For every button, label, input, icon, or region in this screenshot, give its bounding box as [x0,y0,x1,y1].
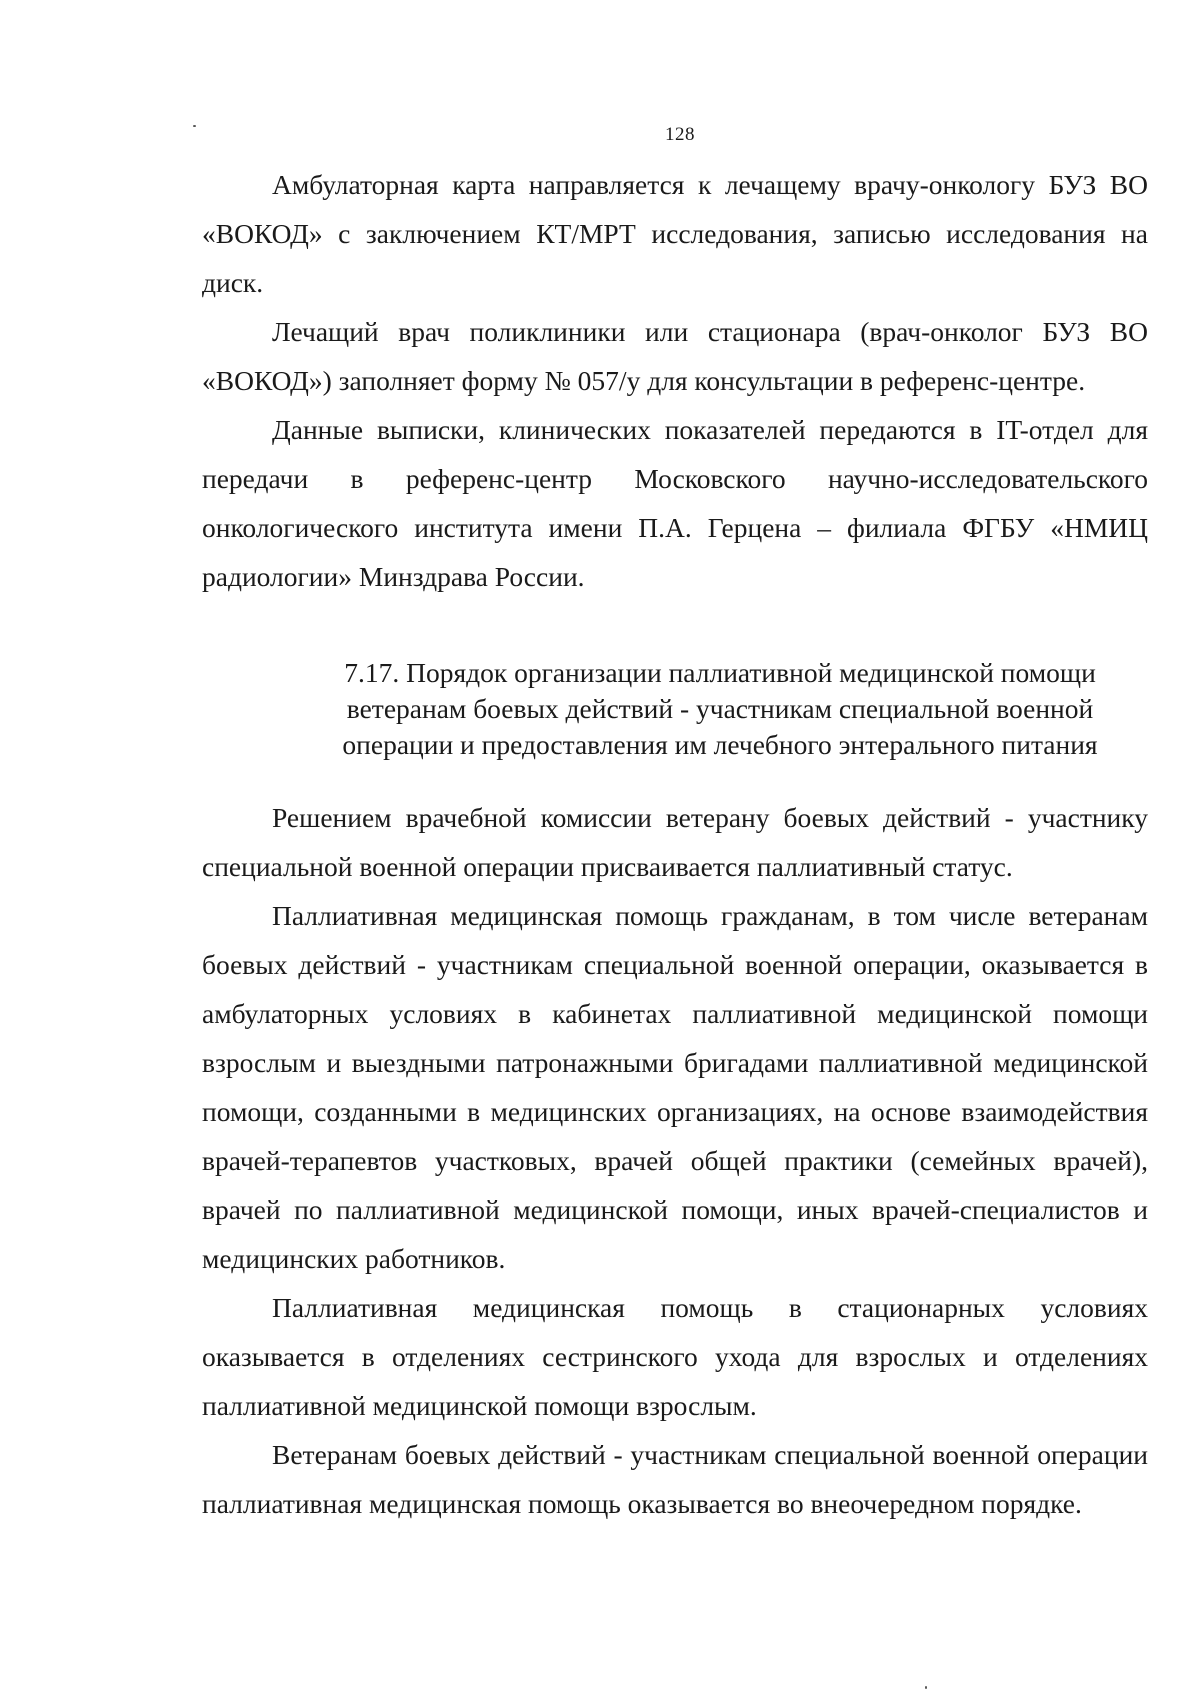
paragraph-palliative-status: Решением врачебной комиссии ветерану боевых действий - участнику специальной военной операции присваивается паллиативный статус. [202,802,1148,882]
paragraph-inpatient-care: Паллиативная медицинская помощь в стационарных условиях оказывается в отделениях сестринского ухода для взрослых и отделениях паллиативной медицинской помощи взрослым. [202,1292,1148,1421]
section-heading-line-2: ветеранам боевых действий - участникам специальной военной [346,693,1094,724]
text-block-top [202,160,1148,601]
paragraph-priority-care: Ветеранам боевых действий - участникам специальной военной операции паллиативная медицинская помощь оказывается во внеочередном порядке. [202,1439,1148,1519]
paragraph-data-transfer: Данные выписки, клинических показателей передаются в IT-отдел для передачи в референс-центр Московского научно-исследовательского онкологического института имени П.А. Герцена – филиала ФГБУ «НМИЦ радиологии» Минздрава России. [202,414,1148,592]
paragraph-ambulatory-card: Амбулаторная карта направляется к лечащему врачу-онкологу БУЗ ВО «ВОКОД» с заключением КТ/МРТ исследования, записью исследования на диск. [202,169,1148,298]
paragraph-outpatient-care: Паллиативная медицинская помощь гражданам, в том числе ветеранам боевых действий - участникам специальной военной операции, оказывается в амбулаторных условиях в кабинетах паллиативной медицинской помощи взрослым и выездными патронажными бригадами паллиативной медицинской помощи, созданными в медицинских организациях, на основе взаимодействия врачей-терапевтов участковых, врачей общей практики (семейных врачей), врачей по паллиативной медицинской помощи, иных врачей-специалистов и медицинских работников. [202,900,1148,1274]
section-heading-line-3: операции и предоставления им лечебного энтерального питания [342,729,1098,760]
section-heading-line-1: 7.17. Порядок организации паллиативной медицинской помощи [344,657,1096,688]
scan-speck-bottom [925,1686,927,1689]
section-heading [290,655,1150,763]
page-number: 128 [665,124,695,145]
paragraph-attending-doctor: Лечащий врач поликлиники или стационара (врач-онколог БУЗ ВО «ВОКОД») заполняет форму № 057/у для консультации в референс-центре. [202,316,1148,396]
text-block-bottom [202,793,1148,1528]
